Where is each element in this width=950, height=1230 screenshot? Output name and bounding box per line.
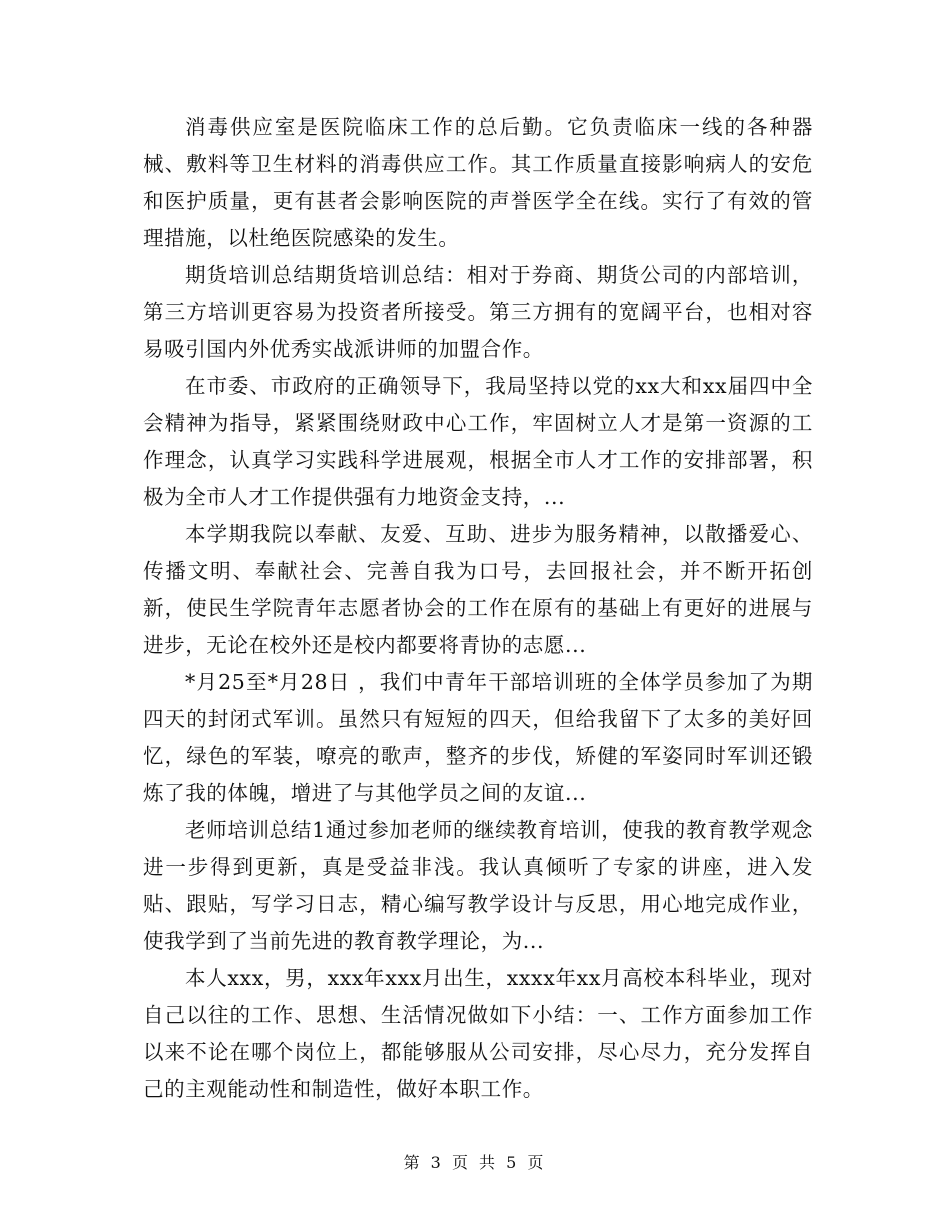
paragraph-3: 在市委、市政府的正确领导下，我局坚持以党的xx大和xx届四中全会精神为指导，紧紧围绕财政中心工作，牢固树立人才是第一资源的工作理念，认真学习实践科学进展观，根据全市人才工作的安排部署，积极为全市人才工作提供强有力地资金支持，...	[143, 374, 813, 509]
paragraph-4: 本学期我院以奉献、友爱、互助、进步为服务精神，以散播爱心、传播文明、奉献社会、完善自我为口号，去回报社会，并不断开拓创新，使民生学院青年志愿者协会的工作在原有的基础上有更好的进展与进步，无论在校外还是校内都要将青协的志愿...	[143, 522, 813, 657]
paragraph-1: 消毒供应室是医院临床工作的总后勤。它负责临床一线的各种器械、敷料等卫生材料的消毒供应工作。其工作质量直接影响病人的安危和医护质量，更有甚者会影响医院的声誉医学全在线。实行了有效的管理措施，以杜绝医院感染的发生。	[143, 115, 813, 250]
paragraph-7: 本人xxx，男，xxx年xxx月出生，xxxx年xx月高校本科毕业，现对自己以往的工作、思想、生活情况做如下小结：一、工作方面参加工作以来不论在哪个岗位上，都能够服从公司安排，尽心尽力，充分发挥自己的主观能动性和制造性，做好本职工作。	[143, 966, 813, 1101]
paragraph-5: *月25至*月28日 ，我们中青年干部培训班的全体学员参加了为期四天的封闭式军训。虽然只有短短的四天，但给我留下了太多的美好回忆，绿色的军装，嘹亮的歌声，整齐的步伐，矫健的军姿同时军训还锻炼了我的体魄，增进了与其他学员之间的友谊...	[143, 670, 813, 805]
document-body	[143, 109, 813, 1108]
page-number-footer: 第 3 页 共 5 页	[403, 1153, 547, 1172]
paragraph-6: 老师培训总结1通过参加老师的继续教育培训，使我的教育教学观念进一步得到更新，真是受益非浅。我认真倾听了专家的讲座，进入发贴、跟贴，写学习日志，精心编写教学设计与反思，用心地完成作业，使我学到了当前先进的教育教学理论，为...	[143, 818, 813, 953]
paragraph-2: 期货培训总结期货培训总结：相对于券商、期货公司的内部培训，第三方培训更容易为投资者所接受。第三方拥有的宽阔平台，也相对容易吸引国内外优秀实战派讲师的加盟合作。	[143, 263, 813, 361]
